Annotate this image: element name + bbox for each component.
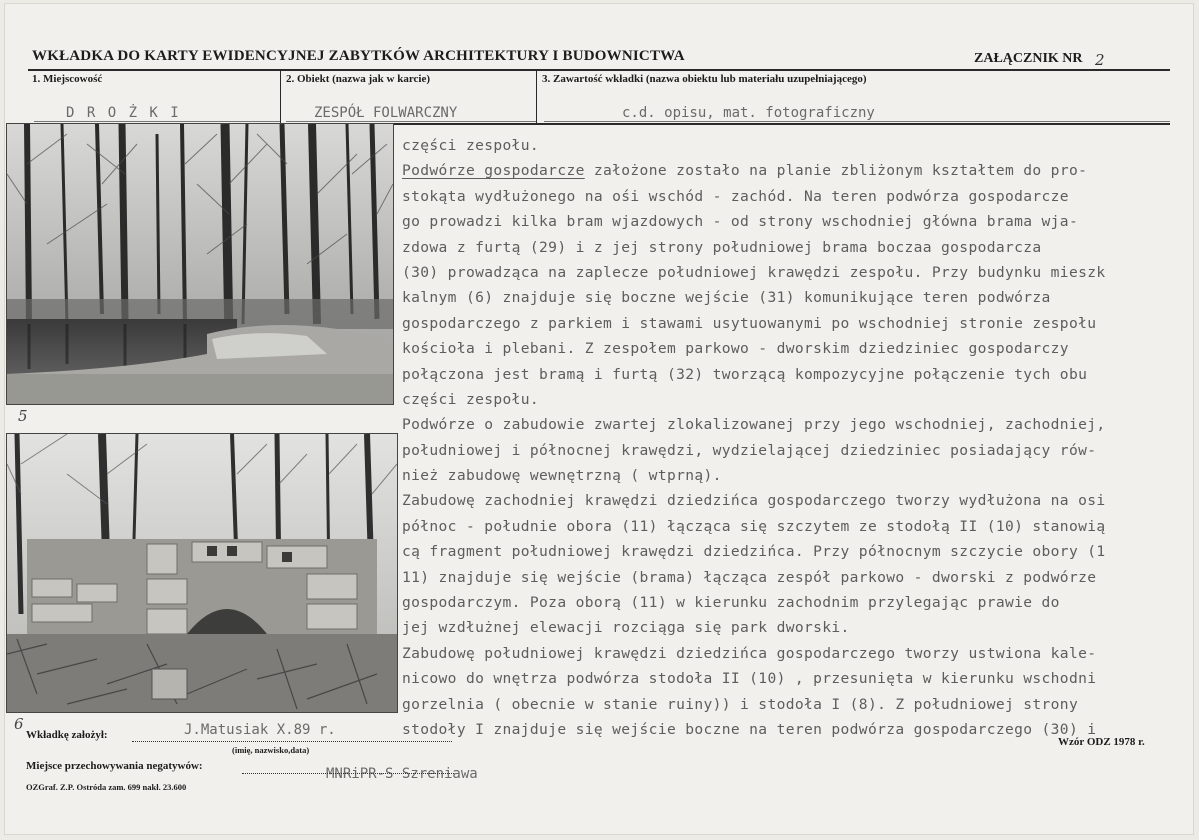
founder-label: Wkładkę założył: — [26, 729, 108, 741]
record-sheet — [4, 3, 1194, 835]
storage-label: Miejsce przechowywania negatywów: — [26, 760, 203, 772]
description-line: gorzelnia ( obecnie w stanie ruiny)) i stodoła I (8). Z południowej strony — [402, 695, 1079, 713]
storage-value: MNRiPR-S Szreniawa — [326, 766, 478, 782]
description-line: go prowadzi kilka bram wjazdowych - od strony wschodniej główna brama wja- — [402, 213, 1079, 231]
founder-value: J.Matusiak X.89 r. — [184, 722, 336, 738]
description-line: części zespołu. — [402, 137, 540, 154]
object-value: ZESPÓŁ FOLWARCZNY — [314, 105, 458, 121]
description-line: stodoły I znajduje się wejście boczne na teren podwórza gospodarczego (30) i — [402, 720, 1097, 738]
photo-trees-pond-image — [7, 124, 393, 404]
place-underline — [34, 121, 280, 122]
field-divider-2 — [536, 69, 537, 124]
photo-trees-pond — [6, 123, 394, 405]
description-line: kalnym (6) znajduje się boczne wejście (31) komunikujące teren podwórza — [402, 289, 1051, 307]
printer-info: OZGraf. Z.P. Ostróda zam. 699 nakł. 23.600 — [26, 782, 187, 792]
object-underline — [286, 121, 536, 122]
description-line: 11) znajduje się wejście (brama) łącząca zespół parkowo - dworski z podwórze — [402, 568, 1097, 586]
description-line: gospodarczego z parkiem i stawami usytuowanymi po wschodniej stronie zespołu — [402, 314, 1097, 332]
description-line: cą fragment południowej krawędzi dziedzińca. Przy północnym szczycie obory (1 — [402, 543, 1106, 561]
description-line: połączona jest bramą i furtą (32) tworzącą kompozycyjne połączenie tych obu — [402, 365, 1088, 383]
founder-dotted-line — [132, 741, 452, 742]
form-code: Wzór ODZ 1978 r. — [1058, 736, 1145, 748]
photo-ruined-wall-image — [7, 434, 397, 712]
place-label: 1. Miejscowość — [32, 73, 103, 85]
form-title: WKŁADKA DO KARTY EWIDENCYJNEJ ZABYTKÓW ARCHITEKTURY I BUDOWNICTWA — [32, 48, 685, 64]
section-heading: Podwórze gospodarcze — [402, 162, 585, 180]
founder-hint: (imię, nazwisko,data) — [232, 745, 310, 755]
description-line: gospodarczym. Poza oborą (11) w kierunku zachodnim przylegając prawie do — [402, 594, 1060, 612]
photo-number-5: 5 — [18, 407, 28, 425]
place-value: D R O Ż K I — [66, 105, 181, 121]
description-line: Zabudowę zachodniej krawędzi dziedzińca gospodarczego tworzy wydłużona na osi — [402, 492, 1106, 510]
annex-number: 2 — [1095, 51, 1105, 69]
annex-label: ZAŁĄCZNIK NR — [974, 51, 1083, 66]
description-line: Zabudowę południowej krawędzi dziedzińca gospodarczego tworzy ustwiona kale- — [402, 644, 1097, 662]
contents-value: c.d. opisu, mat. fotograficzny — [622, 105, 875, 121]
header-rule-top — [28, 69, 1170, 71]
description-line: południowej i północnej krawędzi, wydzielającej dziedziniec posiadający rów- — [402, 441, 1097, 459]
description-line: Podwórze o zabudowie zwartej zlokalizowanej przy jego wschodniej, zachodniej, — [402, 416, 1106, 434]
description-line: jej wzdłużnej elewacji rozciąga się park dworski. — [402, 619, 850, 637]
contents-label: 3. Zawartość wkładki (nazwa obiektu lub materiału uzupełniającego) — [542, 73, 867, 85]
description-line: zdowa z furtą (29) i z jej strony południowej brama boczaa gospodarcza — [402, 238, 1042, 256]
photo-ruined-wall — [6, 433, 398, 713]
description-line: (30) prowadząca na zaplecze południowej krawędzi zespołu. Przy budynku mieszk — [402, 263, 1106, 281]
description-line: stokąta wydłużonego na ośi wschód - zachód. Na teren podwórza gospodarcze — [402, 187, 1069, 205]
description-line: nież zabudowę wewnętrzną ( wtprną). — [402, 467, 722, 485]
description-line: północ - południe obora (11) łącząca się szczytem ze stodołą II (10) stanowią — [402, 517, 1106, 535]
contents-underline — [544, 121, 1170, 122]
object-label: 2. Obiekt (nazwa jak w karcie) — [286, 73, 431, 85]
description-text — [402, 133, 1192, 742]
description-line: kościoła i plebani. Z zespołem parkowo - dworskim dziedziniec gospodarczy — [402, 340, 1069, 358]
field-divider-1 — [280, 69, 281, 124]
storage-dotted-line — [242, 773, 454, 774]
description-line: nicowo do wnętrza podwórza stodoła II (10) , przesunięta w kierunku wschodni — [402, 670, 1097, 688]
description-line: części zespołu. — [402, 390, 540, 408]
photo-number-6: 6 — [14, 715, 24, 733]
description-line: Podwórze gospodarcze założone zostało na planie zbliżonym kształtem do pro- — [402, 162, 1088, 180]
